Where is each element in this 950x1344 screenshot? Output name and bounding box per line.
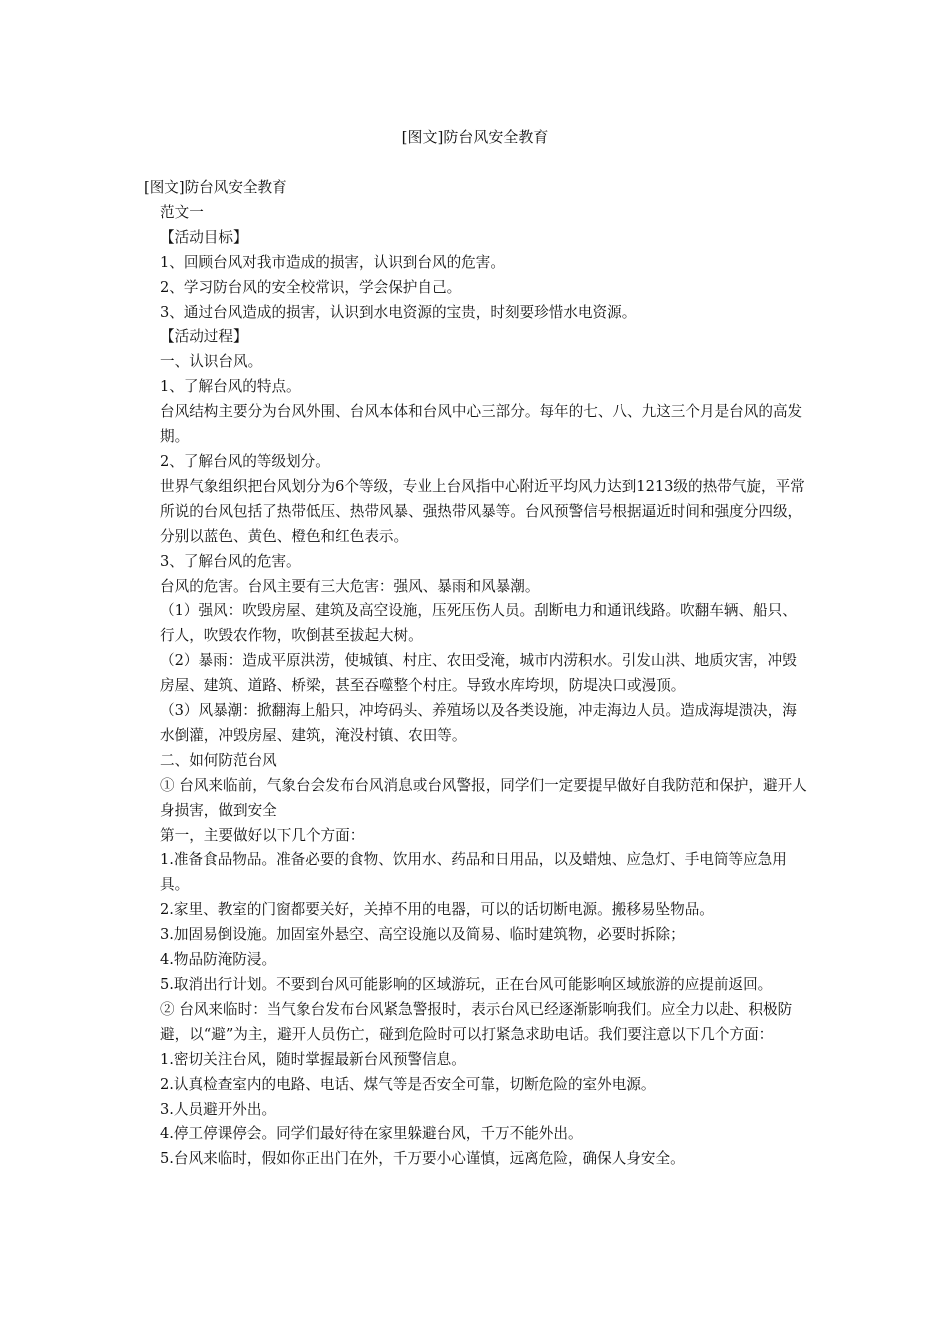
document-paragraph: 台风结构主要分为台风外围、台风本体和台风中心三部分。每年的七、八、九这三个月是台风的高发期。 xyxy=(160,403,803,446)
document-paragraph: 2.家里、教室的门窗都要关好，关掉不用的电器，可以的话切断电源。搬移易坠物品。 xyxy=(160,901,714,919)
document-paragraph: 2.认真检查室内的电路、电话、煤气等是否安全可靠，切断危险的室外电源。 xyxy=(160,1075,656,1093)
document-paragraph: 1.密切关注台风，随时掌握最新台风预警信息。 xyxy=(160,1050,466,1068)
document-paragraph: 4.物品防淹防浸。 xyxy=(160,951,277,969)
document-paragraph: 4.停工停课停会。同学们最好待在家里躲避台风，千万不能外出。 xyxy=(160,1125,583,1143)
document-paragraph: 3、了解台风的危害。 xyxy=(160,552,301,570)
document-paragraph: （2）暴雨：造成平原洪涝，使城镇、村庄、农田受淹，城市内涝积水。引发山洪、地质灾害，冲毁房屋、建筑、道路、桥梁，甚至吞噬整个村庄。导致水库垮坝，防堤决口或漫顶。 xyxy=(160,652,797,695)
document-paragraph: 1、回顾台风对我市造成的损害，认识到台风的危害。 xyxy=(160,253,505,271)
document-paragraph: 一、认识台风。 xyxy=(160,353,263,371)
document-paragraph: 台风的危害。台风主要有三大危害：强风、暴雨和风暴潮。 xyxy=(160,577,540,595)
document-paragraph: 1、了解台风的特点。 xyxy=(160,378,301,396)
document-paragraph: ① 台风来临前，气象台会发布台风消息或台风警报，同学们一定要提早做好自我防范和保护，避开人身损害，做到安全 xyxy=(160,776,807,819)
document-paragraph: 3.人员避开外出。 xyxy=(160,1100,277,1118)
document-paragraph: 世界气象组织把台风划分为6个等级，专业上台风指中心附近平均风力达到1213级的热带气旋，平常所说的台风包括了热带低压、热带风暴、强热带风暴等。台风预警信号根据逼近时间和强度分四级，分别以蓝色、黄色、橙色和红色表示。 xyxy=(160,477,805,545)
document-title: [图文]防台风安全教育 xyxy=(401,128,549,146)
document-paragraph: 【活动过程】 xyxy=(160,328,248,346)
document-paragraph: 二、如何防范台风 xyxy=(160,751,277,769)
document-paragraph: 第一，主要做好以下几个方面： xyxy=(160,826,365,844)
document-paragraph: 5.台风来临时，假如你正出门在外，千万要小心谨慎，远离危险，确保人身安全。 xyxy=(160,1150,685,1168)
document-paragraph: 3.加固易倒设施。加固室外悬空、高空设施以及简易、临时建筑物，必要时拆除； xyxy=(160,926,685,944)
document-paragraph: 范文一 xyxy=(160,203,204,221)
document-heading-line: [图文]防台风安全教育 xyxy=(144,179,287,196)
document-paragraph: （1）强风：吹毁房屋、建筑及高空设施，压死压伤人员。刮断电力和通讯线路。吹翻车辆、船只、行人，吹毁农作物，吹倒甚至拔起大树。 xyxy=(160,602,797,645)
document-paragraph: ② 台风来临时：当气象台发布台风紧急警报时，表示台风已经逐渐影响我们。应全力以赴、积极防避，以“避”为主，避开人员伤亡，碰到危险时可以打紧急求助电话。我们要注意以下几个方面： xyxy=(160,1000,793,1043)
document-body xyxy=(144,176,808,1172)
document-paragraph: 5.取消出行计划。不要到台风可能影响的区域游玩，正在台风可能影响区域旅游的应提前返回。 xyxy=(160,976,773,993)
document-paragraph: 3、通过台风造成的损害，认识到水电资源的宝贵，时刻要珍惜水电资源。 xyxy=(160,303,637,321)
document-paragraph: 【活动目标】 xyxy=(160,228,248,246)
document-paragraph: （3）风暴潮：掀翻海上船只，冲垮码头、养殖场以及各类设施，冲走海边人员。造成海堤溃决，海水倒灌，冲毁房屋、建筑，淹没村镇、农田等。 xyxy=(160,702,797,744)
document-paragraph: 2、学习防台风的安全校常识，学会保护自己。 xyxy=(160,278,462,296)
document-paragraph: 1.准备食品物品。准备必要的食物、饮用水、药品和日用品，以及蜡烛、应急灯、手电筒等应急用具。 xyxy=(160,851,787,894)
document-paragraph: 2、了解台风的等级划分。 xyxy=(160,452,330,470)
